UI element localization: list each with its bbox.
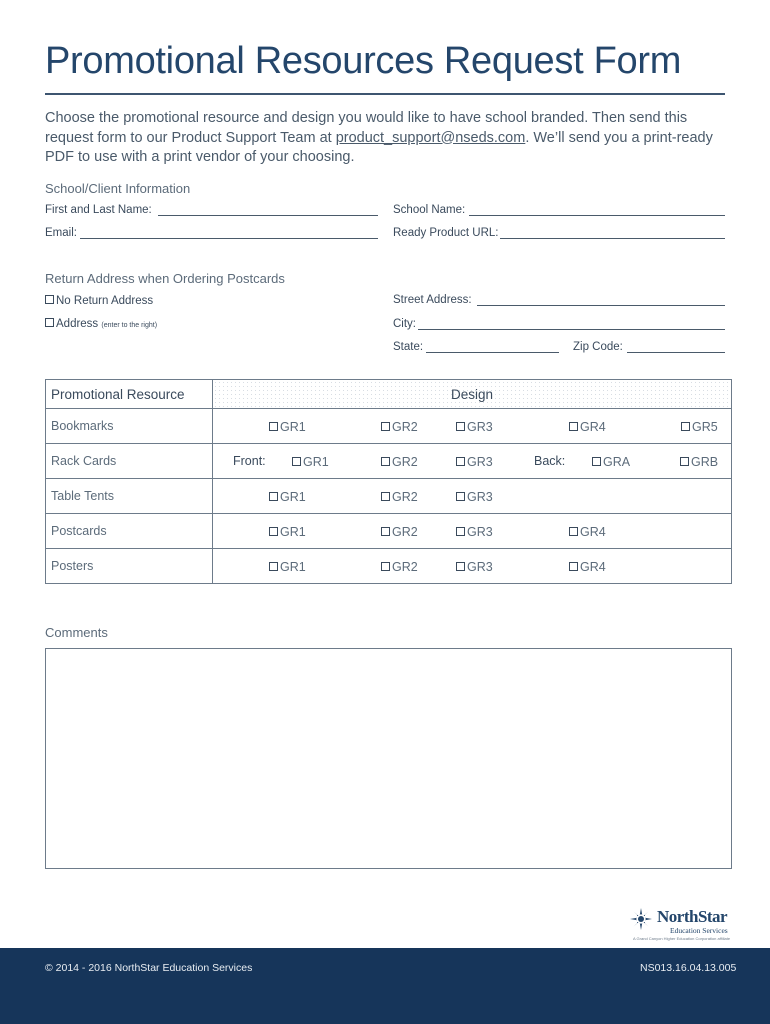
footer-bar: [0, 948, 770, 1024]
checkbox[interactable]: [269, 422, 278, 431]
option-label: GR1: [280, 560, 306, 574]
option-label: GR5: [692, 420, 718, 434]
table-tents-gr2[interactable]: [381, 490, 418, 504]
row-label-postcards: Postcards: [46, 514, 213, 549]
rack-cards-grb[interactable]: [680, 455, 718, 469]
bookmarks-gr5[interactable]: [681, 420, 718, 434]
address-checkbox[interactable]: [45, 318, 54, 327]
intro-text: [45, 109, 730, 168]
rack-cards-gra[interactable]: [592, 455, 630, 469]
posters-gr1[interactable]: [269, 560, 306, 574]
checkbox[interactable]: [292, 457, 301, 466]
page-title: Promotional Resources Request Form: [45, 40, 682, 82]
option-label: GR3: [467, 560, 493, 574]
no-return-label: No Return Address: [56, 295, 154, 307]
return-address-heading: Return Address when Ordering Postcards: [45, 271, 285, 286]
rack-cards-gr1[interactable]: [292, 455, 329, 469]
table-row: [46, 549, 732, 584]
checkbox[interactable]: [456, 457, 465, 466]
checkbox[interactable]: [381, 422, 390, 431]
rack-cards-options: [213, 444, 732, 479]
checkbox[interactable]: [269, 527, 278, 536]
bookmarks-gr4[interactable]: [569, 420, 606, 434]
school-name-field[interactable]: [469, 215, 725, 216]
bookmarks-gr2[interactable]: [381, 420, 418, 434]
ready-url-field[interactable]: [500, 238, 725, 239]
table-row: [46, 444, 732, 479]
row-label-bookmarks: Bookmarks: [46, 409, 213, 444]
postcards-gr1[interactable]: [269, 525, 306, 539]
postcards-gr4[interactable]: [569, 525, 606, 539]
city-field[interactable]: [418, 329, 725, 330]
street-field[interactable]: [477, 305, 725, 306]
rack-cards-gr3[interactable]: [456, 455, 493, 469]
option-label: GRA: [603, 455, 631, 469]
no-return-checkbox[interactable]: [45, 295, 54, 304]
posters-gr4[interactable]: [569, 560, 606, 574]
footer-code: NS013.16.04.13.005: [640, 962, 737, 974]
col-resource-header: Promotional Resource: [46, 380, 213, 409]
checkbox[interactable]: [569, 562, 578, 571]
address-option[interactable]: [45, 318, 157, 330]
option-label: GR2: [392, 560, 418, 574]
logo-subtitle: Education Services: [670, 926, 728, 935]
posters-options: [213, 549, 732, 584]
option-label: GR4: [580, 560, 606, 574]
checkbox[interactable]: [381, 492, 390, 501]
checkbox[interactable]: [456, 527, 465, 536]
option-label: GR1: [280, 420, 306, 434]
email-label: Email:: [45, 227, 77, 239]
front-label: Front:: [233, 454, 266, 468]
back-label: Back:: [534, 454, 566, 468]
rack-cards-gr2[interactable]: [381, 455, 418, 469]
first-last-name-field[interactable]: [158, 215, 378, 216]
address-note: (enter to the right): [101, 322, 158, 329]
checkbox[interactable]: [569, 422, 578, 431]
checkbox[interactable]: [269, 562, 278, 571]
table-row: [46, 479, 732, 514]
bookmarks-options: [213, 409, 732, 444]
table-tents-options: [213, 479, 732, 514]
school-info-heading: School/Client Information: [45, 181, 191, 196]
logo-name: NorthStar: [657, 907, 728, 926]
option-label: GR3: [467, 420, 493, 434]
option-label: GR3: [467, 525, 493, 539]
option-label: GR2: [392, 490, 418, 504]
checkbox[interactable]: [381, 457, 390, 466]
ready-url-label: Ready Product URL:: [393, 227, 499, 239]
option-label: GR1: [303, 455, 329, 469]
table-header-row: [46, 380, 732, 409]
checkbox[interactable]: [456, 422, 465, 431]
checkbox[interactable]: [456, 562, 465, 571]
comments-heading: Comments: [45, 625, 108, 640]
option-label: GR4: [580, 525, 606, 539]
state-field[interactable]: [426, 352, 559, 353]
email-field[interactable]: [80, 238, 378, 239]
intro-before: Choose the promotional resource and design you would like to have school branded. Then send this request form to our Product Support Team at: [45, 110, 688, 146]
zip-field[interactable]: [627, 352, 725, 353]
bookmarks-gr1[interactable]: [269, 420, 306, 434]
logo-tagline: A Grand Canyon Higher Education Corporation affiliate: [633, 936, 731, 941]
zip-label: Zip Code:: [573, 341, 623, 353]
option-label: GR3: [467, 455, 493, 469]
checkbox[interactable]: [269, 492, 278, 501]
option-label: GR2: [392, 525, 418, 539]
table-tents-gr1[interactable]: [269, 490, 306, 504]
school-name-label: School Name:: [393, 204, 466, 216]
checkbox[interactable]: [681, 422, 690, 431]
intro-after: . We’ll send you a print-ready PDF to use with a print vendor of your choosing.: [45, 129, 713, 165]
comments-textarea[interactable]: [45, 648, 732, 869]
support-email-link[interactable]: product_support@nseds.com: [335, 129, 526, 146]
option-label: GR1: [280, 490, 306, 504]
postcards-gr3[interactable]: [456, 525, 493, 539]
no-return-option[interactable]: [45, 295, 153, 307]
col-design-header: Design: [213, 380, 732, 409]
street-label: Street Address:: [393, 294, 472, 306]
posters-gr3[interactable]: [456, 560, 493, 574]
table-row: [46, 409, 732, 444]
row-label-rack-cards: Rack Cards: [46, 444, 213, 479]
checkbox[interactable]: [381, 527, 390, 536]
checkbox[interactable]: [569, 527, 578, 536]
city-label: City:: [393, 318, 416, 330]
first-last-name-label: First and Last Name:: [45, 204, 152, 216]
option-label: GR4: [580, 420, 606, 434]
footer-copyright: © 2014 - 2016 NorthStar Education Services: [45, 962, 253, 974]
row-label-posters: Posters: [46, 549, 213, 584]
option-label: GR2: [392, 455, 418, 469]
bookmarks-gr3[interactable]: [456, 420, 493, 434]
address-label: Address: [56, 318, 99, 330]
state-label: State:: [393, 341, 424, 353]
option-label: GR3: [467, 490, 493, 504]
posters-gr2[interactable]: [381, 560, 418, 574]
resource-table: [45, 379, 732, 584]
option-label: GR2: [392, 420, 418, 434]
postcards-gr2[interactable]: [381, 525, 418, 539]
option-label: GR1: [280, 525, 306, 539]
postcards-options: [213, 514, 732, 549]
row-label-table-tents: Table Tents: [46, 479, 213, 514]
title-divider: [45, 93, 725, 95]
table-tents-gr3[interactable]: [456, 490, 493, 504]
checkbox[interactable]: [456, 492, 465, 501]
checkbox[interactable]: [381, 562, 390, 571]
checkbox[interactable]: [592, 457, 601, 466]
table-row: [46, 514, 732, 549]
option-label: GRB: [691, 455, 719, 469]
checkbox[interactable]: [680, 457, 689, 466]
northstar-logo: [629, 905, 729, 945]
